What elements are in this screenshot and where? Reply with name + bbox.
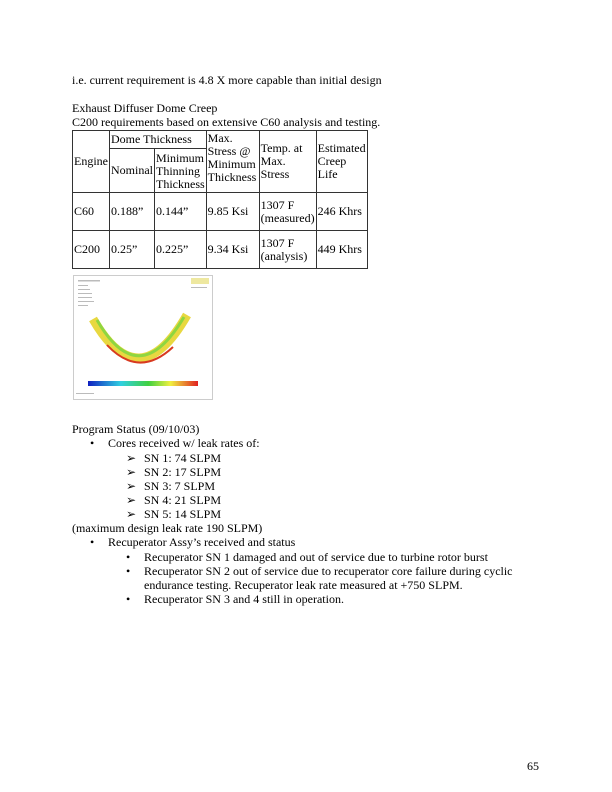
cell-temp bbox=[259, 193, 316, 231]
th-min-thin: Minimum Thinning Thickness bbox=[155, 149, 207, 193]
list-item-continued: endurance testing. Recuperator leak rate measured at +750 SLPM. bbox=[144, 578, 463, 592]
list-item: SN 1: 74 SLPM bbox=[144, 451, 222, 465]
temp-note: (measured) bbox=[260, 210, 315, 225]
temp-value: 1307 F bbox=[260, 197, 295, 212]
temp-note: (analysis) bbox=[260, 248, 308, 263]
cell-life: 449 Khrs bbox=[316, 231, 367, 269]
fea-contour-plot-image bbox=[73, 275, 213, 400]
th-dome: Dome Thickness bbox=[110, 131, 207, 149]
temp-value: 1307 F bbox=[260, 235, 295, 250]
cores-text: Cores received w/ leak rates of: bbox=[108, 436, 260, 450]
list-item: SN 5: 14 SLPM bbox=[144, 507, 222, 521]
list-item: SN 4: 21 SLPM bbox=[144, 493, 222, 507]
bullet-icon: • bbox=[90, 535, 95, 549]
cell-life: 246 Khrs bbox=[316, 193, 367, 231]
table-row bbox=[73, 193, 368, 231]
th-max-stress: Max. Stress @ Minimum Thickness bbox=[206, 131, 259, 193]
cell-engine: C60 bbox=[73, 193, 110, 231]
cell-max-stress: 9.85 Ksi bbox=[206, 193, 259, 231]
cell-temp bbox=[259, 231, 316, 269]
th-temp: Temp. at Max. Stress bbox=[259, 131, 316, 193]
bullet-icon: • bbox=[90, 436, 95, 450]
bullet-icon: • bbox=[126, 550, 131, 564]
table-row bbox=[73, 231, 368, 269]
arrow-bullet-icon: ➢ bbox=[126, 493, 137, 507]
cell-nominal: 0.188” bbox=[110, 193, 155, 231]
section-title: Exhaust Diffuser Dome Creep bbox=[72, 101, 218, 115]
cell-max-stress: 9.34 Ksi bbox=[206, 231, 259, 269]
th-engine: Engine bbox=[73, 131, 110, 193]
cell-nominal: 0.25” bbox=[110, 231, 155, 269]
arrow-bullet-icon: ➢ bbox=[126, 451, 137, 465]
status-title: Program Status (09/10/03) bbox=[72, 422, 200, 436]
page-number: 65 bbox=[527, 759, 539, 773]
max-leak-note: (maximum design leak rate 190 SLPM) bbox=[72, 521, 263, 535]
cell-min-thin: 0.225” bbox=[155, 231, 207, 269]
cell-min-thin: 0.144” bbox=[155, 193, 207, 231]
list-item: SN 2: 17 SLPM bbox=[144, 465, 222, 479]
recup-text: Recuperator Assy’s received and status bbox=[108, 535, 296, 549]
th-life: Estimated Creep Life bbox=[316, 131, 367, 193]
arrow-bullet-icon: ➢ bbox=[126, 507, 137, 521]
creep-table bbox=[72, 130, 368, 269]
arrow-bullet-icon: ➢ bbox=[126, 465, 137, 479]
list-item: SN 3: 7 SLPM bbox=[144, 479, 216, 493]
list-item: Recuperator SN 2 out of service due to recuperator core failure during cyclic bbox=[144, 564, 513, 578]
list-item: Recuperator SN 1 damaged and out of service due to turbine rotor burst bbox=[144, 550, 488, 564]
arrow-bullet-icon: ➢ bbox=[126, 479, 137, 493]
cell-engine: C200 bbox=[73, 231, 110, 269]
th-nominal: Nominal bbox=[110, 149, 155, 193]
section-subtitle: C200 requirements based on extensive C60 analysis and testing. bbox=[72, 115, 381, 129]
intro-text: i.e. current requirement is 4.8 X more capable than initial design bbox=[72, 73, 382, 87]
bullet-icon: • bbox=[126, 564, 131, 578]
list-item: Recuperator SN 3 and 4 still in operation. bbox=[144, 592, 344, 606]
bullet-icon: • bbox=[126, 592, 131, 606]
